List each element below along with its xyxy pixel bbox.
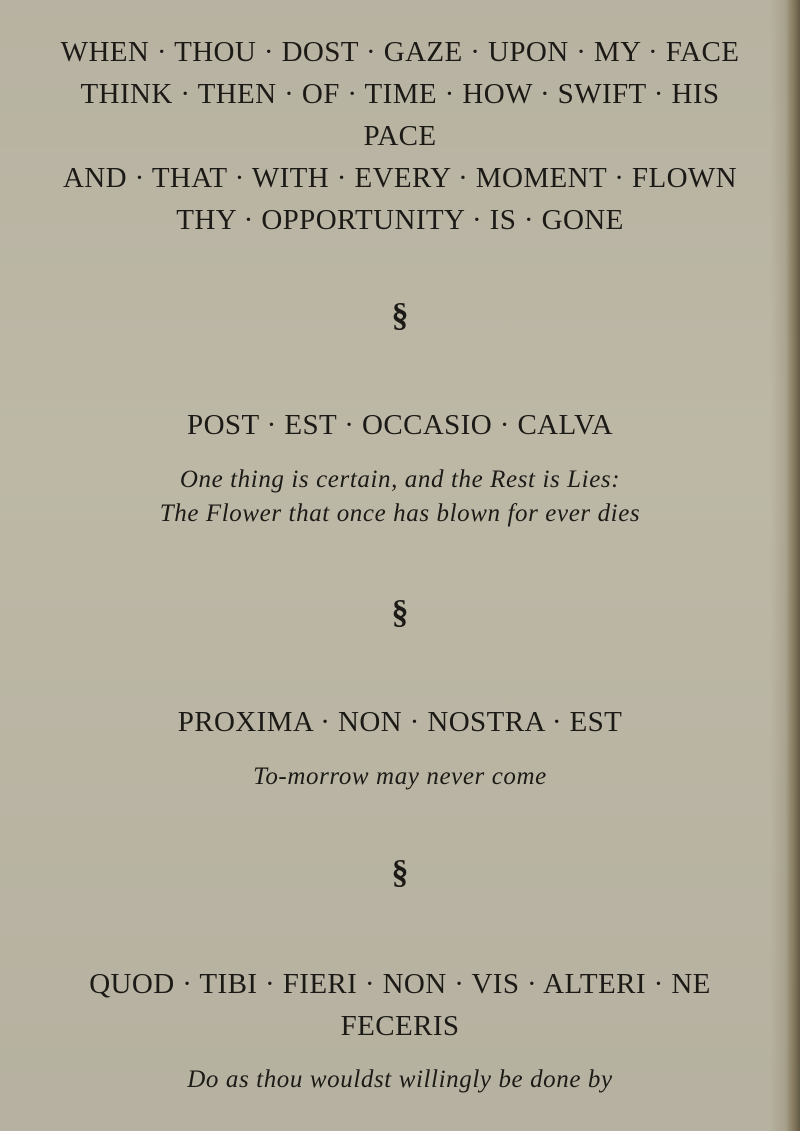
verse-line: THY · OPPORTUNITY · IS · GONE	[176, 204, 624, 236]
english-translation-line: The Flower that once has blown for ever dies	[159, 500, 641, 527]
section-ornament: §	[391, 854, 409, 891]
latin-motto: FECERIS	[340, 1010, 460, 1042]
verse-line: WHEN · THOU · DOST · GAZE · UPON · MY · FACE	[60, 36, 740, 68]
latin-motto: PROXIMA · NON · NOSTRA · EST	[177, 706, 623, 738]
english-translation-line: To-morrow may never come	[253, 763, 547, 790]
latin-motto: QUOD · TIBI · FIERI · NON · VIS · ALTERI · NE	[89, 968, 711, 1000]
english-translation-line: One thing is certain, and the Rest is Lies:	[179, 466, 621, 493]
page-edge-shadow	[786, 0, 800, 1131]
motto-quod-tibi	[0, 963, 800, 1047]
translation-quod-tibi	[0, 1063, 800, 1097]
translation-proxima	[0, 760, 800, 794]
verse-line: THINK · THEN · OF · TIME · HOW · SWIFT · HIS	[80, 78, 720, 110]
latin-motto: POST · EST · OCCASIO · CALVA	[187, 409, 613, 441]
section-ornament: §	[391, 594, 409, 631]
translation-post-est	[0, 463, 800, 531]
verse-line: AND · THAT · WITH · EVERY · MOMENT · FLOWN	[62, 162, 738, 194]
motto-proxima	[0, 701, 800, 743]
verse-line: PACE	[363, 120, 437, 152]
motto-post-est	[0, 404, 800, 446]
section-ornament: §	[391, 297, 409, 334]
opening-verse	[0, 31, 800, 241]
english-translation-line: Do as thou wouldst willingly be done by	[187, 1066, 613, 1093]
